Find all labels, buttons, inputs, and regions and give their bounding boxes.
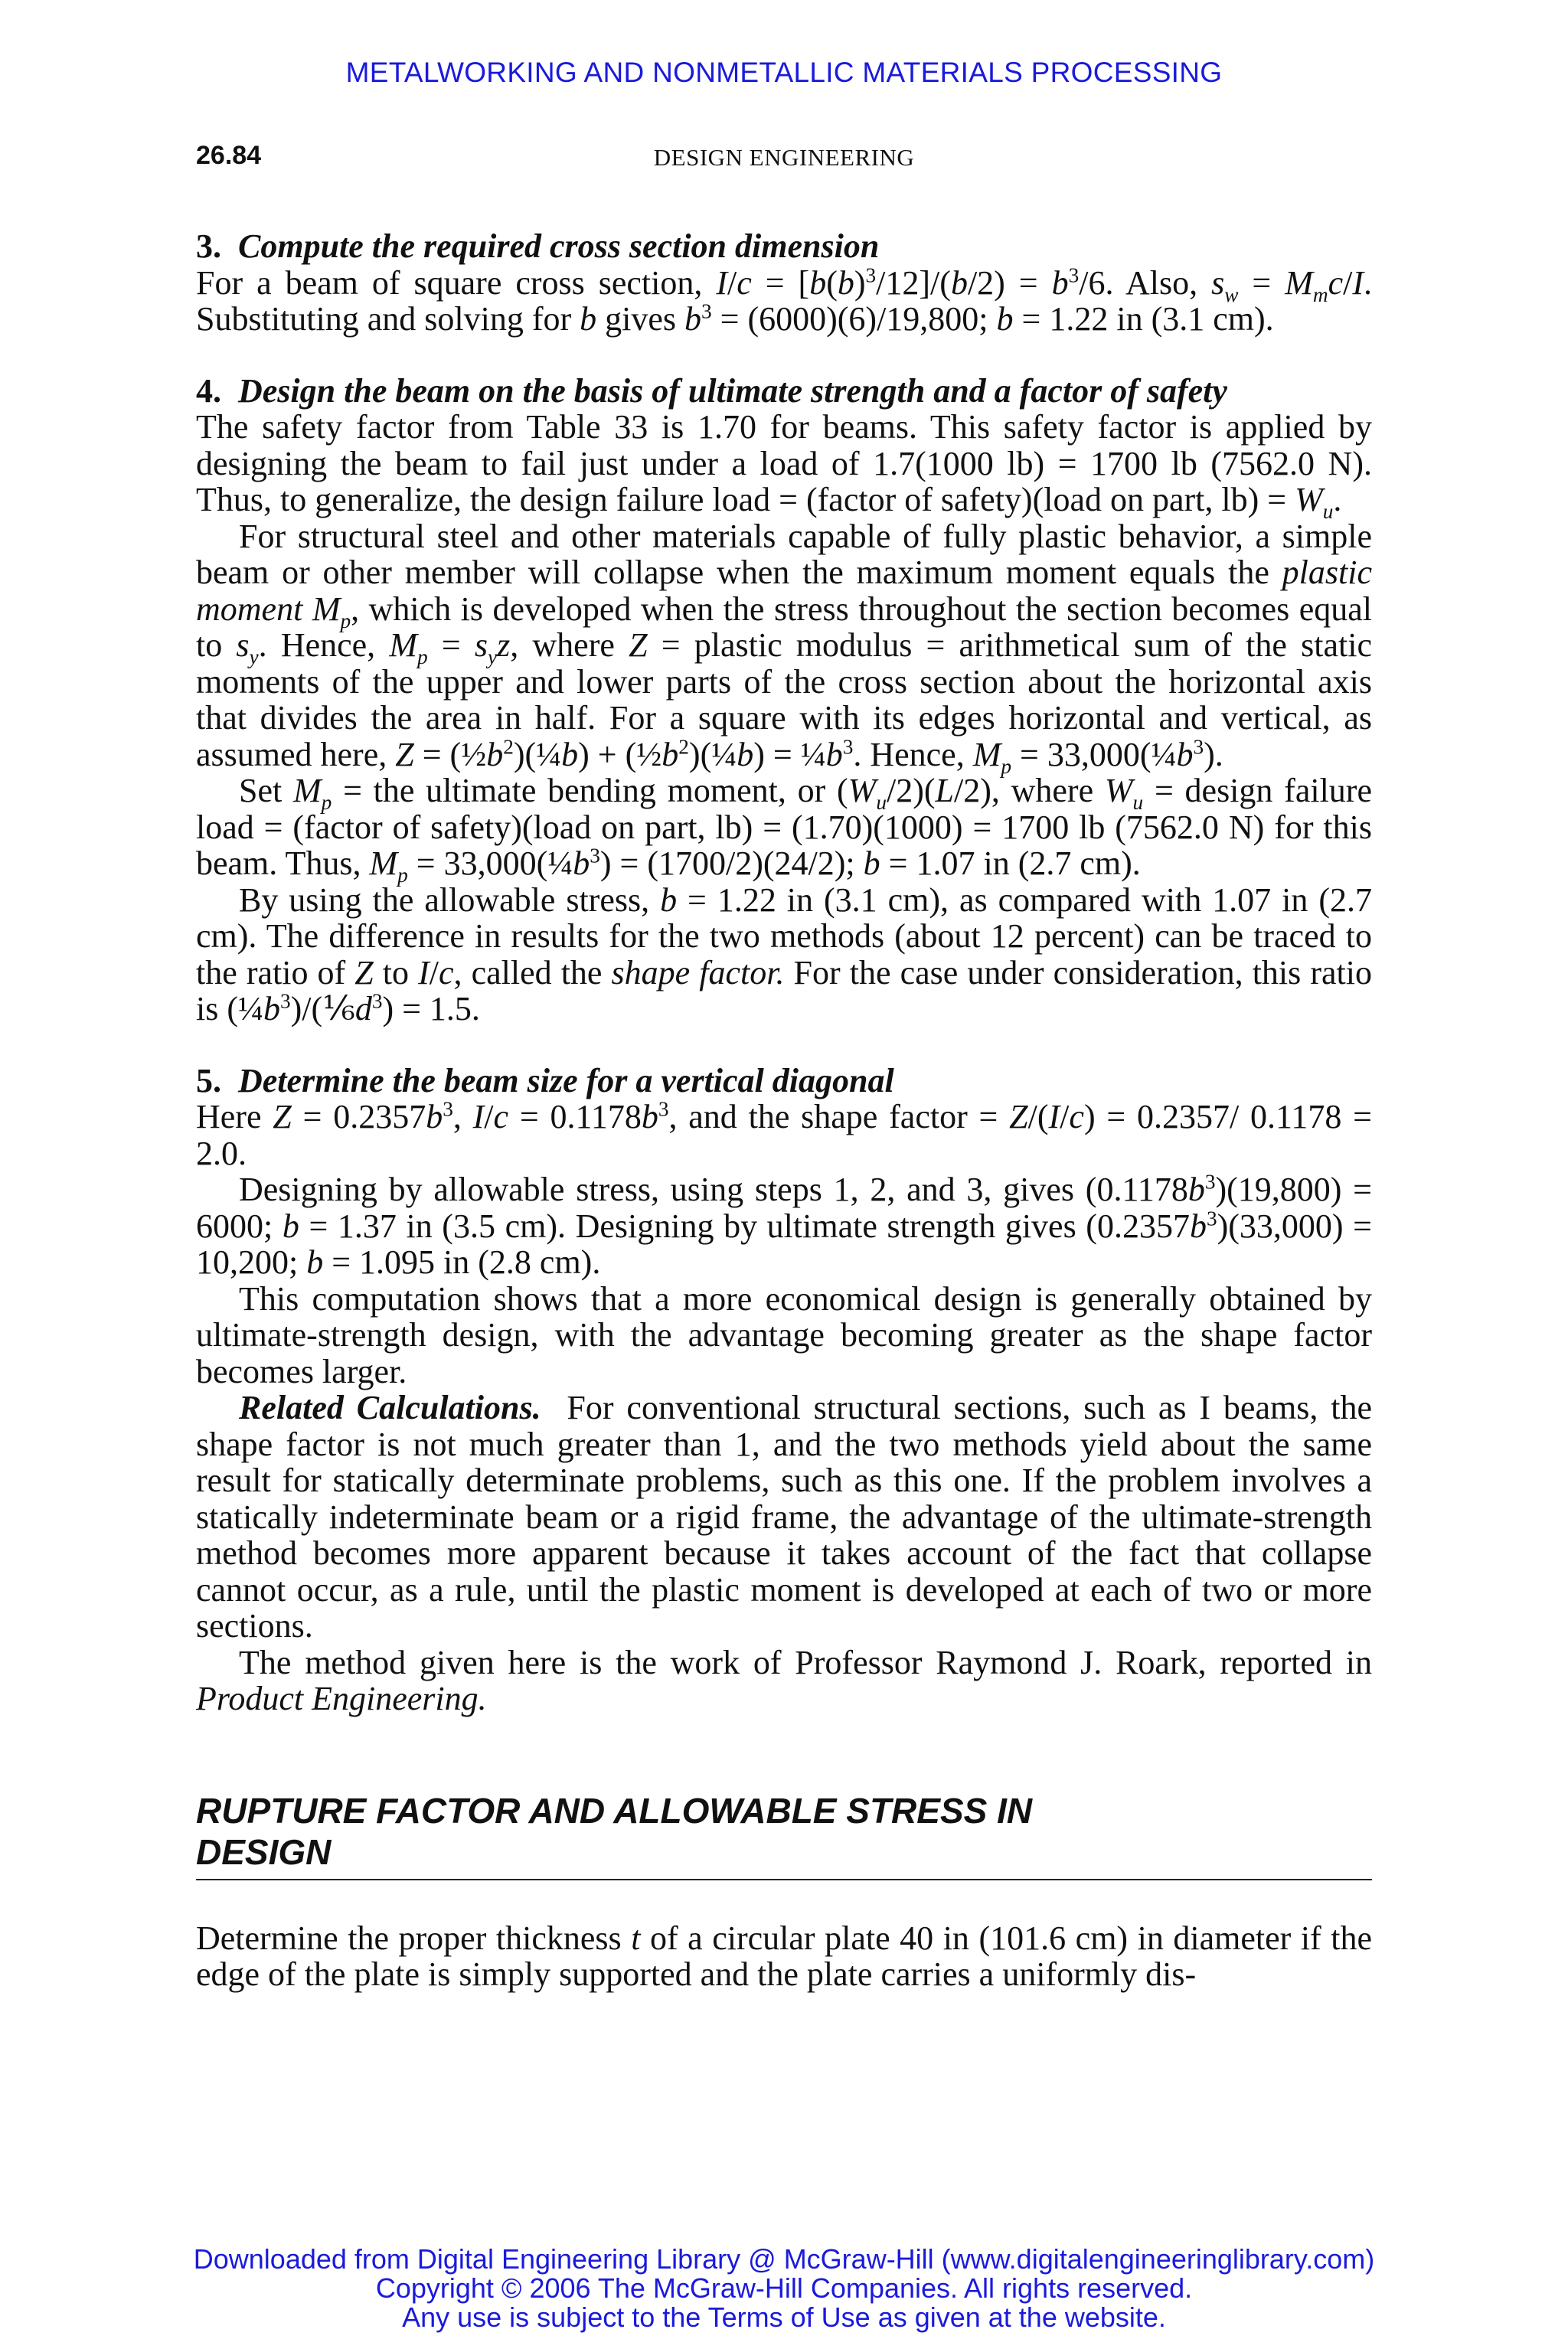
step-5-paragraph-3: This computation shows that a more economical design is generally obtained by ultimate-strength design, with the advantage becoming greater as the shape factor becomes larger. (196, 1279, 1372, 1390)
section-title: RUPTURE FACTOR AND ALLOWABLE STRESS IN DESIGN (196, 1790, 1033, 1872)
step-4-paragraph-2: For structural steel and other materials capable of fully plastic behavior, a simple beam or other member will collapse when the maximum moment equals the plastic moment $M_p$, which is developed when the stress throughout the section becomes equal to $s_y$. Hence, $M_p = s_yz$, where Z = plastic modulus = arithmetical sum of the static moments of the upper and lower parts of the cross section about the horizontal axis that divides the area in half. For a square with its edges horizontal and vertical, as assumed here, $Z = (\frac{1}{2}b^2)(\frac{1}{4}b)$ + $(\frac{1}{2}b^2)(\frac{1}{4}b)$ = $\frac{1}{4}b^3$. Hence, $M_p$ = $33,000(\frac{1}{4}b^3)$. (196, 517, 1372, 778)
download-footer (0, 2245, 1568, 2332)
page-body (196, 228, 1372, 1993)
step-5-number: 5. (196, 1061, 221, 1099)
running-head: DESIGN ENGINEERING (653, 144, 915, 171)
step-4-number: 4. (196, 371, 221, 410)
step-4-heading (196, 373, 1372, 410)
step-4-paragraph-1: The safety factor from Table 33 is 1.70 for beams. This safety factor is applied by designing the beam to fail just under a load of 1.7(1000 lb) = 1700 lb (7562.0 N). Thus, to generalize, the design failure load = (factor of safety)(load on part, $lb) = W_u$. (196, 408, 1372, 523)
step-4-paragraph-3: Set $M_p$ = the ultimate bending moment, or $(W_u/2)(L/2)$, where $W_u$ = design failure load = (factor of safety)(load on part, lb) = (1.70)(1000) = 1700 lb (7562.0 N) for this beam. Thus, $M_p$ = $33,000(\frac{1}{4}b^3) = (1700/2)(24/2)$; b = 1.07 in (2.7 cm). (196, 772, 1372, 887)
related-calculations-paragraph: Related Calculations. For conventional structural sections, such as I beams, the shape factor is not much greater than 1, and the two methods yield about the same result for statically determinate problems, such as this one. If the problem involves a statically indeterminate beam or a rigid frame, the advantage of the ultimate-strength method becomes more apparent because it takes account of the fact that collapse cannot occur, as a rule, until the plastic moment is developed at each of two or more sections. (196, 1389, 1372, 1645)
step-3-title: Compute the required cross section dimension (238, 227, 880, 265)
step-4-paragraph-4: By using the allowable stress, b = 1.22 in (3.1 cm), as compared with 1.07 in (2.7 cm). The difference in results for the two methods (about 12 percent) can be traced to the ratio of Z to I/c, called the shape factor. For the case under consideration, this ratio is $(\frac{1}{4}b^3)/(\frac{1}{6}d^3) = 1.5$. (196, 880, 1372, 1027)
step-5-paragraph-1: Here $Z = 0.2357b^3$, $I/c = 0.1178b^3$, and the shape factor = Z/(I/c) = 0.2357/ 0.1178 = 2.0. (196, 1097, 1372, 1172)
step-3-number: 3. (196, 227, 221, 265)
footer-library-link[interactable]: Downloaded from Digital Engineering Library @ McGraw-Hill (www.digitalengineeringlibrary.com) (193, 2243, 1375, 2275)
step-3-paragraph: For a beam of square cross section, $I/c = [b(b)^3/12]/(b/2) = b^3/6$. Also, $s_w = M_mc/I$. Substituting and solving for b gives $b^3 = (6000)(6)/19,800$; b = 1.22 in (3.1 cm). (196, 263, 1372, 338)
section-rule (196, 1879, 1372, 1880)
footer-terms: Any use is subject to the Terms of Use as given at the website. (402, 2301, 1166, 2333)
footer-copyright: Copyright © 2006 The McGraw-Hill Companies. All rights reserved. (375, 2272, 1193, 2304)
source-banner: METALWORKING AND NONMETALLIC MATERIALS PROCESSING (345, 57, 1223, 88)
step-5-paragraph-2: Designing by allowable stress, using steps 1, 2, and 3, gives $(0.1178b^3)(19,800) = 6000$; b = 1.37 in (3.5 cm). Designing by ultimate strength gives $(0.2357b^3)(33,000) = 10,200$; b = 1.095 in (2.8 cm). (196, 1170, 1372, 1281)
attribution-paragraph: The method given here is the work of Professor Raymond J. Roark, reported in Product Engineering. (196, 1643, 1372, 1717)
step-5-title: Determine the beam size for a vertical diagonal (238, 1061, 894, 1099)
related-calculations-label: Related Calculations. (239, 1389, 541, 1426)
page-number: 26.84 (196, 141, 262, 170)
step-5-heading (196, 1063, 1372, 1099)
step-4-title: Design the beam on the basis of ultimate strength and a factor of safety (238, 371, 1227, 410)
rupture-intro-paragraph: Determine the proper thickness t of a circular plate 40 in (101.6 cm) in diameter if the edge of the plate is simply supported and the plate carries a uniformly dis- (196, 1919, 1373, 1993)
step-3-heading (196, 228, 1372, 265)
